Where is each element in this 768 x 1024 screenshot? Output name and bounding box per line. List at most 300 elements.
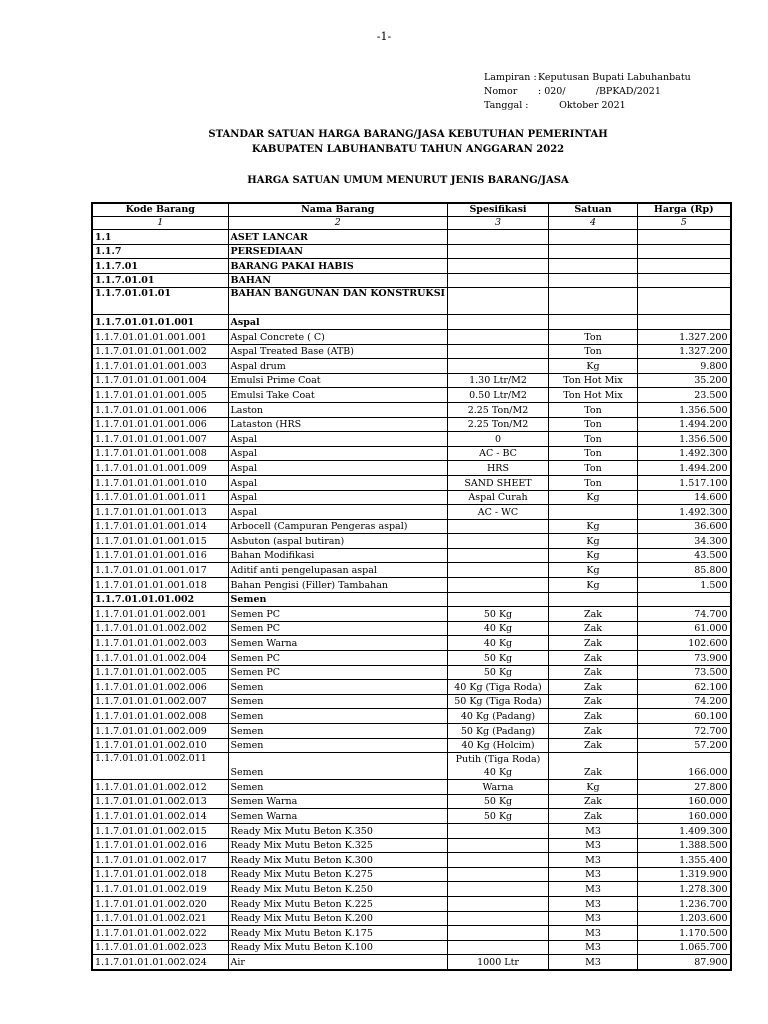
table-row [92, 665, 731, 680]
cell-harga: 1.492.300 [638, 505, 731, 520]
table-row [92, 578, 731, 593]
cell-kode: 1.1.7.01.01.01.001.015 [92, 534, 228, 549]
cell-kode: 1.1.7.01.01.01.001.003 [92, 359, 228, 374]
table-row [92, 780, 731, 795]
cell-satuan [549, 592, 638, 607]
cell-spesifikasi [448, 578, 549, 593]
table-row [92, 273, 731, 288]
cell-nama: Semen PC [228, 607, 448, 622]
cell-spesifikasi [448, 882, 549, 897]
cell-harga [638, 244, 731, 259]
tanggal-value: Oktober 2021 [538, 100, 626, 111]
cell-satuan: Zak [549, 694, 638, 709]
table-row [92, 475, 731, 490]
cell-harga: 1.356.500 [638, 432, 731, 447]
cell-satuan: Zak [549, 680, 638, 695]
cell-spesifikasi: 1000 Ltr [448, 955, 549, 970]
table-row [92, 636, 731, 651]
cell-satuan [549, 259, 638, 274]
cell-spesifikasi [448, 838, 549, 853]
cell-harga [638, 273, 731, 288]
cell-kode: 1.1.7.01.01.01.001.016 [92, 548, 228, 563]
cell-spesifikasi [448, 315, 549, 330]
cell-harga: 1.388.500 [638, 838, 731, 853]
cell-harga [638, 288, 731, 315]
cell-spesifikasi: 2.25 Ton/M2 [448, 402, 549, 417]
cell-harga: 160.000 [638, 809, 731, 824]
cell-kode: 1.1.7.01.01.01.001.011 [92, 490, 228, 505]
cell-kode: 1.1.7.01.01.01.001.018 [92, 578, 228, 593]
cell-kode: 1.1.7.01.01.01.002.008 [92, 709, 228, 724]
cell-kode: 1.1.7.01.01.01.002.007 [92, 694, 228, 709]
cell-harga: 1.278.300 [638, 882, 731, 897]
cell-harga: 36.600 [638, 519, 731, 534]
table-row [92, 809, 731, 824]
table-row [92, 288, 731, 315]
cell-harga: 160.000 [638, 794, 731, 809]
cell-spesifikasi [448, 911, 549, 926]
cell-spesifikasi [448, 823, 549, 838]
cell-harga [638, 259, 731, 274]
table-row [92, 388, 731, 403]
cell-nama: Bahan Pengisi (Filler) Tambahan [228, 578, 448, 593]
cell-satuan: M3 [549, 926, 638, 941]
cell-satuan: M3 [549, 955, 638, 970]
cell-spesifikasi: 50 Kg (Tiga Roda) [448, 694, 549, 709]
cell-kode: 1.1.7.01.01.01.001.002 [92, 344, 228, 359]
table-row [92, 505, 731, 520]
cell-spesifikasi [448, 592, 549, 607]
table-row [92, 940, 731, 955]
cell-satuan [549, 244, 638, 259]
cell-spesifikasi: 1.30 Ltr/M2 [448, 373, 549, 388]
cell-nama: Aspal [228, 490, 448, 505]
cell-kode: 1.1.7.01.01.01.002.018 [92, 867, 228, 882]
cell-satuan: M3 [549, 867, 638, 882]
table-row [92, 402, 731, 417]
header-spesifikasi: Spesifikasi [448, 203, 549, 217]
table-row [92, 344, 731, 359]
cell-spesifikasi: AC - WC [448, 505, 549, 520]
cell-satuan: Zak [549, 724, 638, 739]
cell-harga: 102.600 [638, 636, 731, 651]
cell-spesifikasi: 40 Kg (Padang) [448, 709, 549, 724]
table-row [92, 432, 731, 447]
cell-harga: 1.327.200 [638, 344, 731, 359]
cell-harga: 34.300 [638, 534, 731, 549]
cell-satuan [549, 273, 638, 288]
cell-satuan: Zak [549, 809, 638, 824]
cell-harga: 72.700 [638, 724, 731, 739]
cell-satuan: Zak [549, 607, 638, 622]
cell-kode: 1.1.7.01.01.01.002.014 [92, 809, 228, 824]
table-row [92, 680, 731, 695]
cell-satuan: Kg [549, 534, 638, 549]
page-number: -1- [376, 30, 392, 43]
table-row [92, 534, 731, 549]
cell-spesifikasi: 0.50 Ltr/M2 [448, 388, 549, 403]
cell-harga: 73.900 [638, 651, 731, 666]
cell-harga: 1.355.400 [638, 853, 731, 868]
table-row [92, 359, 731, 374]
table-row [92, 373, 731, 388]
cell-kode: 1.1.7.01.01.01.001.010 [92, 475, 228, 490]
table-row [92, 621, 731, 636]
cell-spesifikasi [448, 896, 549, 911]
cell-kode: 1.1.7.01.01.01.001 [92, 315, 228, 330]
cell-spesifikasi [448, 534, 549, 549]
cell-spesifikasi: 40 Kg [448, 621, 549, 636]
cell-spesifikasi: 40 Kg (Tiga Roda) [448, 680, 549, 695]
header-satuan: Satuan [549, 203, 638, 217]
cell-nama: Arbocell (Campuran Pengeras aspal) [228, 519, 448, 534]
cell-kode: 1.1.7.01.01 [92, 273, 228, 288]
cell-kode: 1.1.7.01.01.01.002.006 [92, 680, 228, 695]
cell-satuan: Ton Hot Mix [549, 388, 638, 403]
cell-kode: 1.1.7.01.01.01.002.002 [92, 621, 228, 636]
cell-spesifikasi [448, 288, 549, 315]
cell-nama: Aspal [228, 432, 448, 447]
cell-spesifikasi [448, 359, 549, 374]
cell-spesifikasi: 50 Kg [448, 651, 549, 666]
cell-kode: 1.1.7.01.01.01.002.019 [92, 882, 228, 897]
cell-nama: Ready Mix Mutu Beton K.200 [228, 911, 448, 926]
table-row [92, 753, 731, 780]
cell-nama: Ready Mix Mutu Beton K.225 [228, 896, 448, 911]
cell-kode: 1.1.7.01.01.01.001.007 [92, 432, 228, 447]
table-row [92, 259, 731, 274]
table-row [92, 823, 731, 838]
cell-spesifikasi [448, 940, 549, 955]
cell-kode: 1.1.7.01.01.01.002.022 [92, 926, 228, 941]
cell-spesifikasi [448, 563, 549, 578]
cell-spesifikasi: HRS [448, 461, 549, 476]
cell-kode: 1.1.7.01.01.01.002 [92, 592, 228, 607]
table-row [92, 709, 731, 724]
table-row [92, 519, 731, 534]
cell-satuan: Kg [549, 563, 638, 578]
cell-satuan: Zak [549, 753, 638, 780]
cell-spesifikasi: 50 Kg [448, 794, 549, 809]
cell-kode: 1.1.7.01.01.01 [92, 288, 228, 315]
table-row [92, 548, 731, 563]
cell-nama: Aspal [228, 315, 448, 330]
cell-nama: Ready Mix Mutu Beton K.350 [228, 823, 448, 838]
cell-satuan: Zak [549, 651, 638, 666]
cell-harga: 43.500 [638, 548, 731, 563]
cell-spesifikasi [448, 853, 549, 868]
cell-harga: 23.500 [638, 388, 731, 403]
cell-kode: 1.1.7.01.01.01.002.012 [92, 780, 228, 795]
table-row [92, 592, 731, 607]
cell-nama: PERSEDIAAN [228, 244, 448, 259]
col-number: 5 [638, 217, 731, 230]
cell-nama: Emulsi Prime Coat [228, 373, 448, 388]
cell-satuan [549, 315, 638, 330]
table-row [92, 461, 731, 476]
cell-nama: Semen PC [228, 621, 448, 636]
cell-spesifikasi: SAND SHEET [448, 475, 549, 490]
cell-nama: Semen Warna [228, 809, 448, 824]
cell-harga: 1.409.300 [638, 823, 731, 838]
cell-satuan: M3 [549, 896, 638, 911]
price-table-body [92, 230, 731, 970]
cell-satuan: M3 [549, 882, 638, 897]
table-row [92, 853, 731, 868]
cell-nama: Semen Warna [228, 636, 448, 651]
cell-nama: Lataston (HRS [228, 417, 448, 432]
cell-harga: 1.494.200 [638, 461, 731, 476]
cell-spesifikasi [448, 230, 549, 245]
cell-kode: 1.1.7.01.01.01.001.001 [92, 329, 228, 344]
cell-harga: 87.900 [638, 955, 731, 970]
col-number: 2 [228, 217, 448, 230]
header-nama-barang: Nama Barang [228, 203, 448, 217]
lampiran-value: Keputusan Bupati Labuhanbatu [538, 72, 691, 83]
cell-kode: 1.1.7.01.01.01.001.005 [92, 388, 228, 403]
cell-nama: Ready Mix Mutu Beton K.275 [228, 867, 448, 882]
cell-spesifikasi: 50 Kg (Padang) [448, 724, 549, 739]
table-row [92, 417, 731, 432]
cell-kode: 1.1.7.01.01.01.002.017 [92, 853, 228, 868]
cell-harga: 62.100 [638, 680, 731, 695]
cell-kode: 1.1.7.01.01.01.002.021 [92, 911, 228, 926]
cell-nama: Semen [228, 709, 448, 724]
cell-spesifikasi [448, 867, 549, 882]
cell-nama: Laston [228, 402, 448, 417]
col-number: 4 [549, 217, 638, 230]
cell-spesifikasi: 0 [448, 432, 549, 447]
table-row [92, 607, 731, 622]
cell-nama: Aspal Treated Base (ATB) [228, 344, 448, 359]
cell-spesifikasi [448, 244, 549, 259]
table-row [92, 651, 731, 666]
table-row [92, 490, 731, 505]
cell-harga: 1.236.700 [638, 896, 731, 911]
table-row [92, 882, 731, 897]
cell-satuan [549, 288, 638, 315]
cell-satuan: Zak [549, 621, 638, 636]
table-row [92, 911, 731, 926]
cell-spesifikasi: 40 Kg (Holcim) [448, 738, 549, 753]
cell-satuan [549, 505, 638, 520]
cell-nama: Semen [228, 780, 448, 795]
cell-kode: 1.1.7.01.01.01.002.004 [92, 651, 228, 666]
cell-nama: Aspal [228, 461, 448, 476]
cell-kode: 1.1.7.01.01.01.001.008 [92, 446, 228, 461]
header-harga: Harga (Rp) [638, 203, 731, 217]
cell-harga: 57.200 [638, 738, 731, 753]
cell-harga: 1.517.100 [638, 475, 731, 490]
cell-satuan: Kg [549, 519, 638, 534]
nomor-value: : 020/ /BPKAD/2021 [538, 86, 661, 97]
cell-harga: 1.319.900 [638, 867, 731, 882]
cell-harga: 74.200 [638, 694, 731, 709]
cell-kode: 1.1.7.01.01.01.002.011 [92, 753, 228, 780]
cell-nama: Semen PC [228, 651, 448, 666]
cell-spesifikasi: Aspal Curah [448, 490, 549, 505]
document-title-line1: STANDAR SATUAN HARGA BARANG/JASA KEBUTUHAN PEMERINTAH [208, 129, 608, 140]
cell-kode: 1.1.7.01.01.01.001.017 [92, 563, 228, 578]
cell-satuan: Ton [549, 417, 638, 432]
table-row [92, 230, 731, 245]
cell-nama: Ready Mix Mutu Beton K.250 [228, 882, 448, 897]
cell-nama: Ready Mix Mutu Beton K.300 [228, 853, 448, 868]
attachment-block [484, 71, 691, 113]
cell-satuan: Kg [549, 548, 638, 563]
cell-satuan: M3 [549, 911, 638, 926]
cell-kode: 1.1.7.01.01.01.001.004 [92, 373, 228, 388]
cell-harga: 35.200 [638, 373, 731, 388]
cell-spesifikasi: Warna [448, 780, 549, 795]
cell-nama: Semen [228, 592, 448, 607]
table-row [92, 738, 731, 753]
cell-kode: 1.1.7.01 [92, 259, 228, 274]
cell-kode: 1.1.7.01.01.01.002.015 [92, 823, 228, 838]
cell-spesifikasi [448, 926, 549, 941]
cell-nama: Aspal Concrete ( C) [228, 329, 448, 344]
cell-harga: 85.800 [638, 563, 731, 578]
cell-harga: 9.800 [638, 359, 731, 374]
cell-spesifikasi [448, 344, 549, 359]
cell-spesifikasi [448, 519, 549, 534]
table-row [92, 794, 731, 809]
cell-kode: 1.1 [92, 230, 228, 245]
cell-spesifikasi: 50 Kg [448, 809, 549, 824]
cell-nama: Aspal [228, 505, 448, 520]
cell-harga [638, 230, 731, 245]
cell-nama: Ready Mix Mutu Beton K.175 [228, 926, 448, 941]
cell-nama: Air [228, 955, 448, 970]
cell-nama: Asbuton (aspal butiran) [228, 534, 448, 549]
cell-satuan: Zak [549, 636, 638, 651]
cell-kode: 1.1.7.01.01.01.002.001 [92, 607, 228, 622]
cell-kode: 1.1.7.01.01.01.002.023 [92, 940, 228, 955]
cell-kode: 1.1.7.01.01.01.001.013 [92, 505, 228, 520]
cell-spesifikasi [448, 273, 549, 288]
cell-spesifikasi [448, 259, 549, 274]
cell-satuan: M3 [549, 940, 638, 955]
cell-satuan: Zak [549, 794, 638, 809]
cell-spesifikasi: 50 Kg [448, 607, 549, 622]
cell-satuan: Ton [549, 461, 638, 476]
cell-nama: Emulsi Take Coat [228, 388, 448, 403]
cell-kode: 1.1.7.01.01.01.002.024 [92, 955, 228, 970]
cell-harga: 1.327.200 [638, 329, 731, 344]
cell-satuan: Ton [549, 475, 638, 490]
cell-kode: 1.1.7.01.01.01.002.009 [92, 724, 228, 739]
cell-harga: 1.494.200 [638, 417, 731, 432]
cell-harga [638, 592, 731, 607]
cell-harga: 27.800 [638, 780, 731, 795]
cell-spesifikasi: AC - BC [448, 446, 549, 461]
cell-kode: 1.1.7.01.01.01.001.006 [92, 417, 228, 432]
cell-nama: Semen [228, 694, 448, 709]
cell-satuan: Ton [549, 432, 638, 447]
cell-satuan: Ton Hot Mix [549, 373, 638, 388]
cell-satuan: Zak [549, 665, 638, 680]
cell-kode: 1.1.7.01.01.01.002.005 [92, 665, 228, 680]
cell-satuan: M3 [549, 838, 638, 853]
table-row [92, 724, 731, 739]
lampiran-label: Lampiran : [484, 72, 537, 83]
cell-harga: 1.500 [638, 578, 731, 593]
cell-nama: ASET LANCAR [228, 230, 448, 245]
cell-spesifikasi: Putih (Tiga Roda) 40 Kg [448, 753, 549, 780]
cell-nama: BARANG PAKAI HABIS [228, 259, 448, 274]
table-row [92, 315, 731, 330]
cell-spesifikasi [448, 329, 549, 344]
cell-nama: Semen PC [228, 665, 448, 680]
cell-nama: Aspal drum [228, 359, 448, 374]
cell-kode: 1.1.7.01.01.01.001.006 [92, 402, 228, 417]
cell-harga: 1.170.500 [638, 926, 731, 941]
cell-satuan: M3 [549, 823, 638, 838]
cell-nama: Ready Mix Mutu Beton K.100 [228, 940, 448, 955]
cell-harga: 1.065.700 [638, 940, 731, 955]
cell-nama: Aditif anti pengelupasan aspal [228, 563, 448, 578]
cell-harga: 166.000 [638, 753, 731, 780]
document-subtitle: HARGA SATUAN UMUM MENURUT JENIS BARANG/JASA [247, 175, 569, 186]
cell-kode: 1.1.7.01.01.01.002.013 [92, 794, 228, 809]
table-row [92, 955, 731, 970]
cell-nama: Semen [228, 680, 448, 695]
cell-satuan: Ton [549, 329, 638, 344]
cell-nama: BAHAN [228, 273, 448, 288]
cell-satuan: Kg [549, 578, 638, 593]
table-row [92, 244, 731, 259]
cell-harga: 1.492.300 [638, 446, 731, 461]
cell-spesifikasi [448, 548, 549, 563]
cell-spesifikasi: 2.25 Ton/M2 [448, 417, 549, 432]
cell-spesifikasi: 40 Kg [448, 636, 549, 651]
cell-kode: 1.1.7.01.01.01.001.009 [92, 461, 228, 476]
cell-harga: 74.700 [638, 607, 731, 622]
cell-satuan [549, 230, 638, 245]
cell-harga: 14.600 [638, 490, 731, 505]
cell-nama: Semen [228, 738, 448, 753]
price-table [91, 202, 732, 971]
cell-kode: 1.1.7.01.01.01.002.020 [92, 896, 228, 911]
table-row [92, 926, 731, 941]
nomor-label: Nomor [484, 86, 518, 97]
cell-satuan: Ton [549, 402, 638, 417]
cell-nama: Aspal [228, 475, 448, 490]
cell-satuan: Ton [549, 344, 638, 359]
cell-satuan: M3 [549, 853, 638, 868]
cell-spesifikasi: 50 Kg [448, 665, 549, 680]
col-number: 1 [92, 217, 228, 230]
table-row [92, 867, 731, 882]
cell-nama: Ready Mix Mutu Beton K.325 [228, 838, 448, 853]
cell-harga: 73.500 [638, 665, 731, 680]
cell-kode: 1.1.7.01.01.01.002.016 [92, 838, 228, 853]
table-row [92, 838, 731, 853]
cell-kode: 1.1.7.01.01.01.002.010 [92, 738, 228, 753]
cell-harga: 61.000 [638, 621, 731, 636]
tanggal-label: Tanggal : [484, 100, 529, 111]
cell-nama: Semen Warna [228, 794, 448, 809]
cell-kode: 1.1.7.01.01.01.001.014 [92, 519, 228, 534]
cell-satuan: Ton [549, 446, 638, 461]
cell-harga: 60.100 [638, 709, 731, 724]
cell-satuan: Kg [549, 359, 638, 374]
cell-harga: 1.203.600 [638, 911, 731, 926]
cell-nama: BAHAN BANGUNAN DAN KONSTRUKSI [228, 288, 448, 315]
cell-satuan: Kg [549, 490, 638, 505]
cell-harga: 1.356.500 [638, 402, 731, 417]
cell-satuan: Zak [549, 709, 638, 724]
